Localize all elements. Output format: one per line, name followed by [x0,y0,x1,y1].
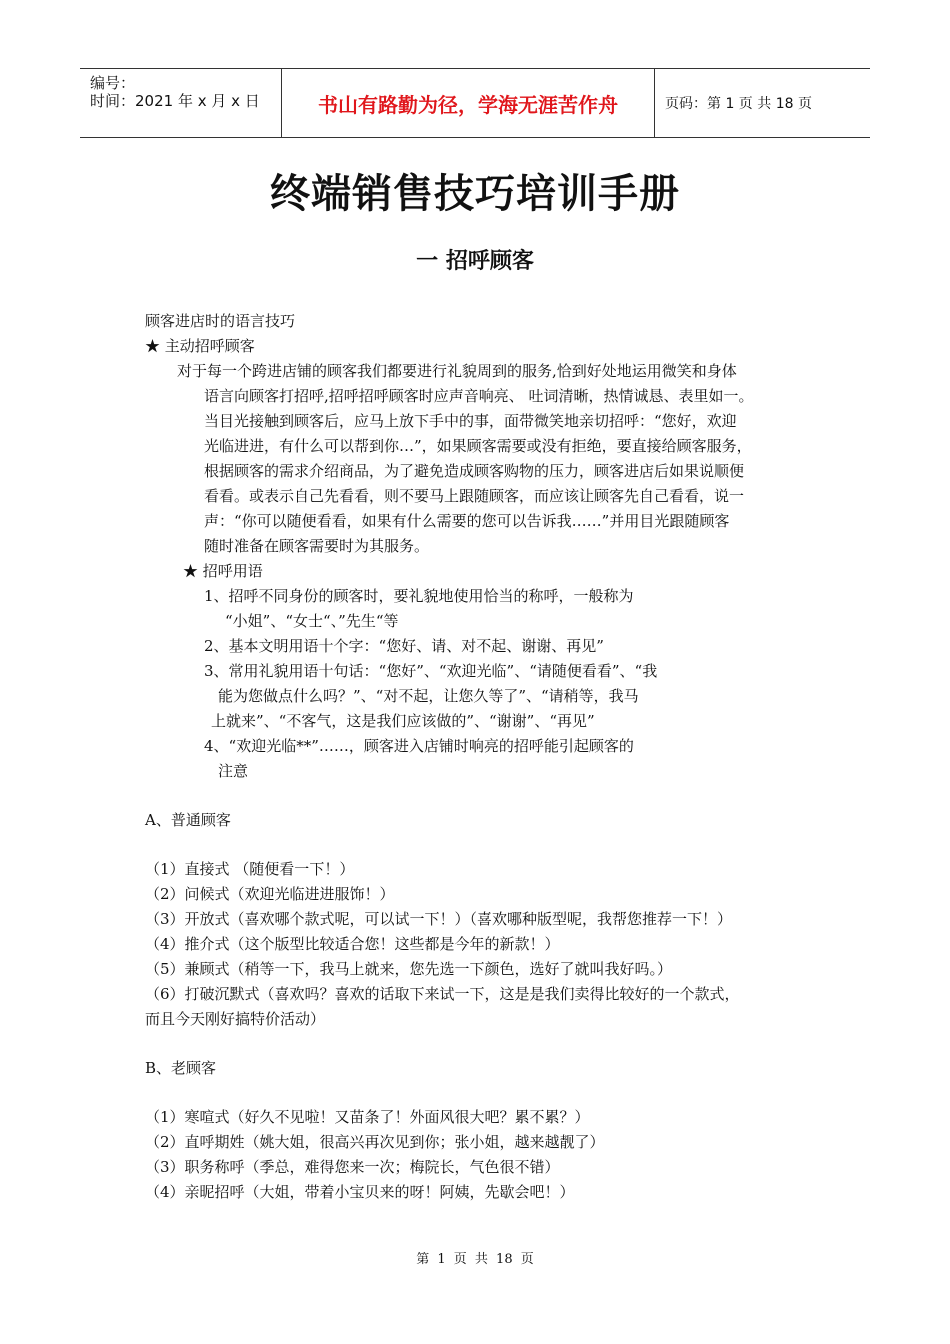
list-item: （4）亲昵招呼（大姐，带着小宝贝来的呀！阿姨，先歇会吧！） [145,1183,575,1201]
document-title: 终端销售技巧培训手册 [270,171,680,217]
paragraph-line: 对于每一个跨进店铺的顾客我们都要进行礼貌周到的服务,恰到好处地运用微笑和身体 [177,362,737,380]
list-item: 2、基本文明用语十个字：“您好、请、对不起、谢谢、再见” [204,637,604,655]
list-item: （6）打破沉默式（喜欢吗？喜欢的话取下来试一下，这是是我们卖得比较好的一个款式， [145,985,740,1003]
list-item: （4）推介式（这个版型比较适合您！这些都是今年的新款！） [145,935,560,953]
header-table [80,68,870,138]
header-meta-cell [80,69,280,137]
list-item: （5）兼顾式（稍等一下，我马上就来，您先选一下颜色，选好了就叫我好吗。） [145,960,673,978]
paragraph-line: 光临进进，有什么可以帮到你…”，如果顾客需要或没有拒绝，要直接给顾客服务， [204,437,752,455]
list-item-continuation: “小姐”、“女士“、”先生“等 [225,612,399,630]
section-title: 一 招呼顾客 [416,249,534,274]
heading-returning-customers: B、老顾客 [145,1059,217,1077]
footer-page-number: 第 1 页 共 18 页 [416,1252,534,1267]
bullet-heading-phrases: ★ 招呼用语 [183,562,263,580]
list-item: （3）职务称呼（季总，难得您来一次；梅院长，气色很不错） [145,1158,560,1176]
list-item-continuation: 能为您做点什么吗？”、“对不起，让您久等了”、“请稍等，我马 [218,687,639,705]
list-item: 4、“欢迎光临**”……，顾客进入店铺时响亮的招呼能引起顾客的 [204,737,634,755]
list-item: （1）直接式 （随便看一下！） [145,860,355,878]
paragraph-line: 随时准备在顾客需要时为其服务。 [204,537,430,555]
date-label: 时间：2021 年 x 月 x 日 [90,92,260,110]
list-item-continuation: 注意 [218,762,249,780]
paragraph-line: 根据顾客的需求介绍商品，为了避免造成顾客购物的压力，顾客进店后如果说顺便 [204,462,745,480]
bullet-heading-greet: ★ 主动招呼顾客 [145,337,255,355]
list-item: （2）问候式（欢迎光临进进服饰！） [145,885,395,903]
number-label: 编号： [90,74,136,92]
heading-language-skills: 顾客进店时的语言技巧 [145,312,296,330]
heading-regular-customers: A、普通顾客 [145,811,231,829]
paragraph-line: 声：“你可以随便看看，如果有什么需要的您可以告诉我……”并用目光跟随顾客 [204,512,730,530]
list-item: （2）直呼期姓（姚大姐，很高兴再次见到你；张小姐，越来越靓了） [145,1133,605,1151]
list-item: （1）寒喧式（好久不见啦！又苗条了！外面风很大吧？累不累？） [145,1108,590,1126]
list-item-continuation: 上就来”、“不客气，这是我们应该做的”、“谢谢”、“再见” [211,712,595,730]
list-item-continuation: 而且今天刚好搞特价活动） [145,1010,326,1028]
list-item: （3）开放式（喜欢哪个款式呢，可以试一下！）（喜欢哪种版型呢，我帮您推荐一下！） [145,910,733,928]
paragraph-line: 语言向顾客打招呼,招呼招呼顾客时应声音响亮、 吐词清晰，热情诚恳、表里如一。 [204,387,754,405]
motto: 书山有路勤为径，学海无涯苦作舟 [281,69,655,137]
paragraph-line: 看看。或表示自己先看看，则不要马上跟随顾客，而应该让顾客先自己看看，说一 [204,487,745,505]
page-info: 页码：第 1 页 共 18 页 [665,96,812,112]
list-item: 1、招呼不同身份的顾客时，要礼貌地使用恰当的称呼，一般称为 [204,587,634,605]
paragraph-line: 当目光接触到顾客后，应马上放下手中的事，面带微笑地亲切招呼：“您好，欢迎 [204,412,737,430]
list-item: 3、常用礼貌用语十句话：“您好”、“欢迎光临”、“请随便看看”、“我 [204,662,658,680]
